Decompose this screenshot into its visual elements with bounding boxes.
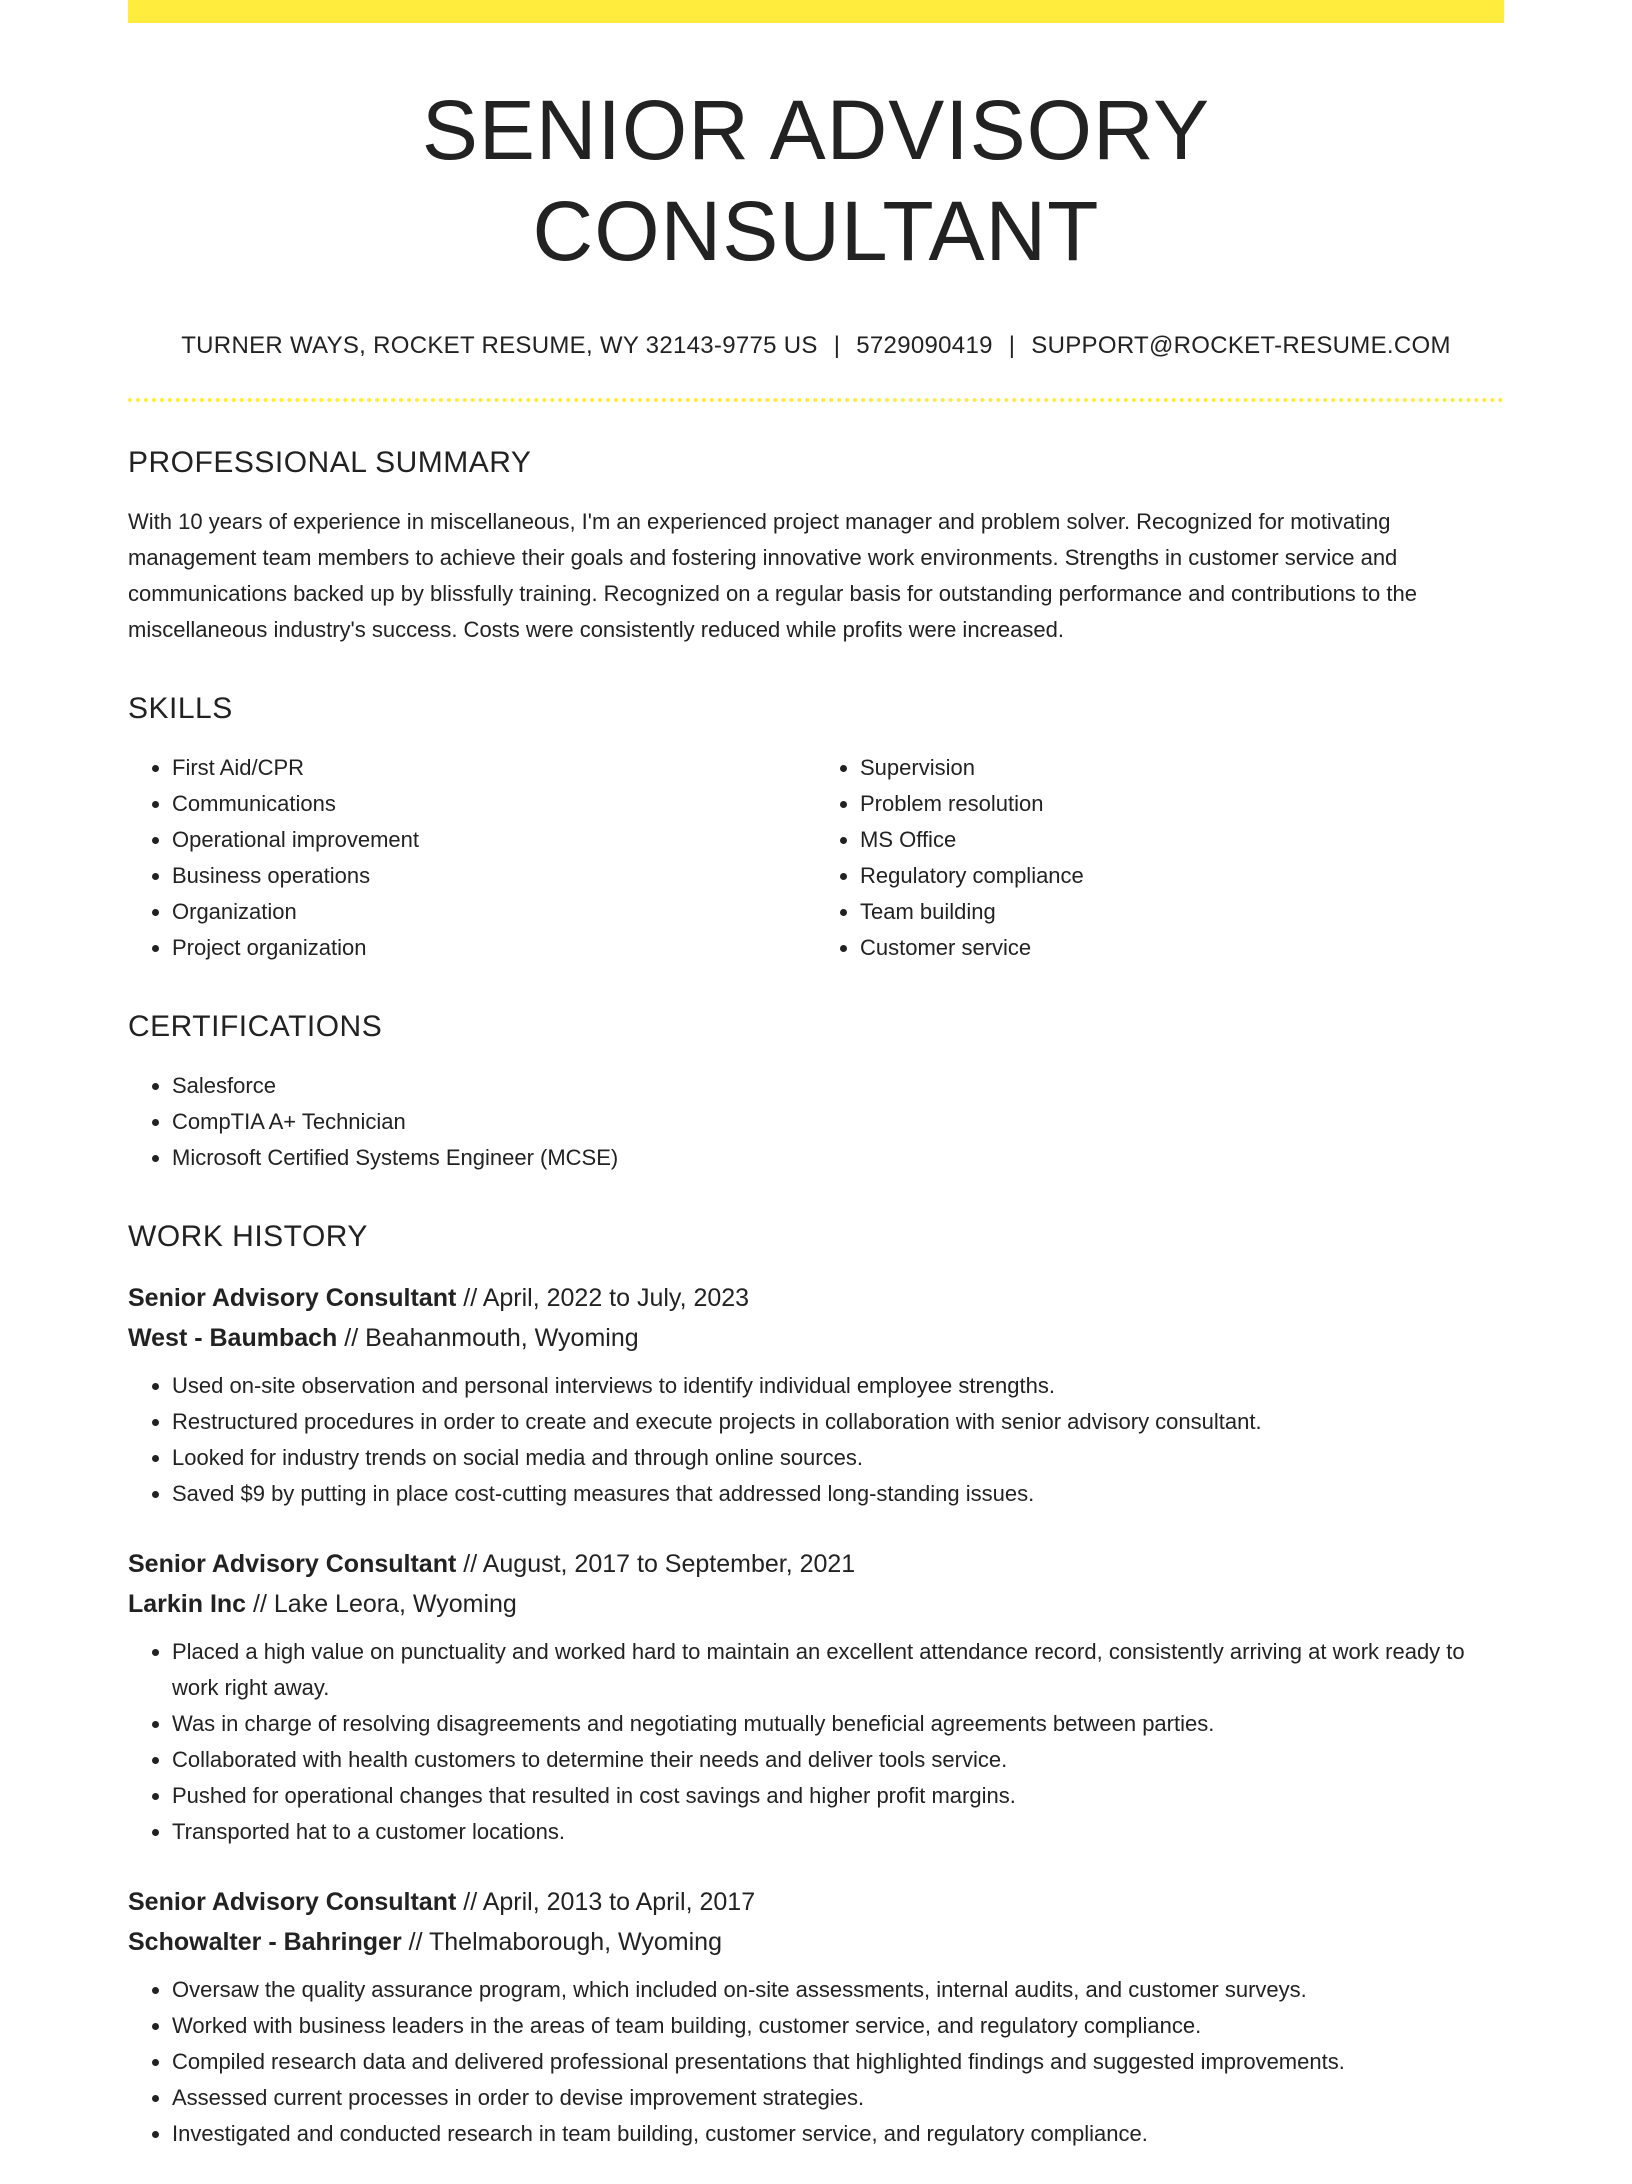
skill-item: • Regulatory compliance xyxy=(860,858,1504,894)
job-bullet: • Assessed current processes in order to devise improvement strategies. xyxy=(172,2080,1504,2116)
job-dates: // August, 2017 to September, 2021 xyxy=(463,1549,856,1578)
job-bullet: • Transported hat to a customer locations. xyxy=(172,1814,1504,1850)
job-bullet: • Restructured procedures in order to create and execute projects in collaboration with senior advisory consultant. xyxy=(172,1404,1504,1440)
job-bullet: • Worked with business leaders in the areas of team building, customer service, and regulatory compliance. xyxy=(172,2008,1504,2044)
skill-item: • Team building xyxy=(860,894,1504,930)
job-bullet: • Placed a high value on punctuality and worked hard to maintain an excellent attendance record, consistently arriving at work ready to work right away. xyxy=(172,1634,1504,1706)
job-location: // Beahanmouth, Wyoming xyxy=(344,1323,639,1352)
candidate-name: SENIOR ADVISORY CONSULTANT xyxy=(421,83,1211,278)
certification-item: • Salesforce xyxy=(172,1068,1504,1104)
certifications-list xyxy=(128,1068,1504,1176)
job-dates: // April, 2013 to April, 2017 xyxy=(463,1887,756,1916)
skill-item: • Communications xyxy=(172,786,816,822)
job-entry xyxy=(128,1882,1504,2152)
skills-heading: SKILLS xyxy=(128,691,233,725)
contact-address: TURNER WAYS, ROCKET RESUME, WY 32143-9775 US xyxy=(181,331,818,359)
skill-item: • First Aid/CPR xyxy=(172,750,816,786)
job-bullet: • Saved $9 by putting in place cost-cutting measures that addressed long-standing issues. xyxy=(172,1476,1504,1512)
header-divider xyxy=(128,398,1504,402)
job-bullet: • Collaborated with health customers to determine their needs and deliver tools service. xyxy=(172,1742,1504,1778)
job-role: Senior Advisory Consultant xyxy=(128,1283,457,1312)
contact-email: SUPPORT@ROCKET-RESUME.COM xyxy=(1031,331,1451,359)
certification-item: • CompTIA A+ Technician xyxy=(172,1104,1504,1140)
job-role: Senior Advisory Consultant xyxy=(128,1549,457,1578)
skills-list xyxy=(128,750,1504,966)
work-history-heading: WORK HISTORY xyxy=(128,1219,368,1253)
job-company-line xyxy=(128,1922,1504,1962)
job-bullet: • Investigated and conducted research in team building, customer service, and regulatory compliance. xyxy=(172,2116,1504,2152)
summary-text: With 10 years of experience in miscellaneous, I'm an experienced project manager and problem solver. Recognized for motivating management team members to achieve their goals and fostering innovative work environments. Strengths in customer service and communications backed up by blissfully training. Recognized on a regular basis for outstanding performance and contributions to the miscellaneous industry's success. Costs were consistently reduced while profits were increased. xyxy=(128,508,1417,642)
summary-heading: PROFESSIONAL SUMMARY xyxy=(128,445,532,479)
job-title-line xyxy=(128,1544,1504,1584)
skill-item: • Organization xyxy=(172,894,816,930)
job-title-line xyxy=(128,1882,1504,1922)
job-role: Senior Advisory Consultant xyxy=(128,1887,457,1916)
contact-separator: | xyxy=(833,331,841,359)
job-company: West - Baumbach xyxy=(128,1323,338,1352)
job-bullet: • Oversaw the quality assurance program, which included on-site assessments, internal audits, and customer surveys. xyxy=(172,1972,1504,2008)
certifications-heading: CERTIFICATIONS xyxy=(128,1009,383,1043)
resume-page xyxy=(128,0,1504,2184)
skill-item: • Project organization xyxy=(172,930,816,966)
job-bullets xyxy=(128,1368,1504,1512)
job-bullet: • Was in charge of resolving disagreements and negotiating mutually beneficial agreements between parties. xyxy=(172,1706,1504,1742)
job-dates: // April, 2022 to July, 2023 xyxy=(463,1283,750,1312)
certification-item: • Microsoft Certified Systems Engineer (MCSE) xyxy=(172,1140,1504,1176)
contact-separator: | xyxy=(1008,331,1016,359)
skill-item: • Operational improvement xyxy=(172,822,816,858)
job-title-line xyxy=(128,1278,1504,1318)
job-bullet: • Used on-site observation and personal interviews to identify individual employee strengths. xyxy=(172,1368,1504,1404)
job-bullets xyxy=(128,1972,1504,2152)
job-bullet: • Compiled research data and delivered professional presentations that highlighted findings and suggested improvements. xyxy=(172,2044,1504,2080)
job-company-line xyxy=(128,1318,1504,1358)
job-location: // Lake Leora, Wyoming xyxy=(253,1589,517,1618)
skills-column-right xyxy=(816,750,1504,966)
job-bullet: • Looked for industry trends on social media and through online sources. xyxy=(172,1440,1504,1476)
job-company: Larkin Inc xyxy=(128,1589,247,1618)
skill-item: • Customer service xyxy=(860,930,1504,966)
skill-item: • Supervision xyxy=(860,750,1504,786)
skill-item: • MS Office xyxy=(860,822,1504,858)
job-company: Schowalter - Bahringer xyxy=(128,1927,402,1956)
job-entry xyxy=(128,1278,1504,1512)
job-company-line xyxy=(128,1584,1504,1624)
job-entry xyxy=(128,1544,1504,1850)
contact-phone: 5729090419 xyxy=(856,331,993,359)
skill-item: • Business operations xyxy=(172,858,816,894)
job-bullet: • Pushed for operational changes that resulted in cost savings and higher profit margins. xyxy=(172,1778,1504,1814)
job-location: // Thelmaborough, Wyoming xyxy=(408,1927,722,1956)
job-bullets xyxy=(128,1634,1504,1850)
top-accent-bar xyxy=(128,0,1504,23)
skill-item: • Problem resolution xyxy=(860,786,1504,822)
contact-line xyxy=(128,332,1504,360)
skills-column-left xyxy=(128,750,816,966)
